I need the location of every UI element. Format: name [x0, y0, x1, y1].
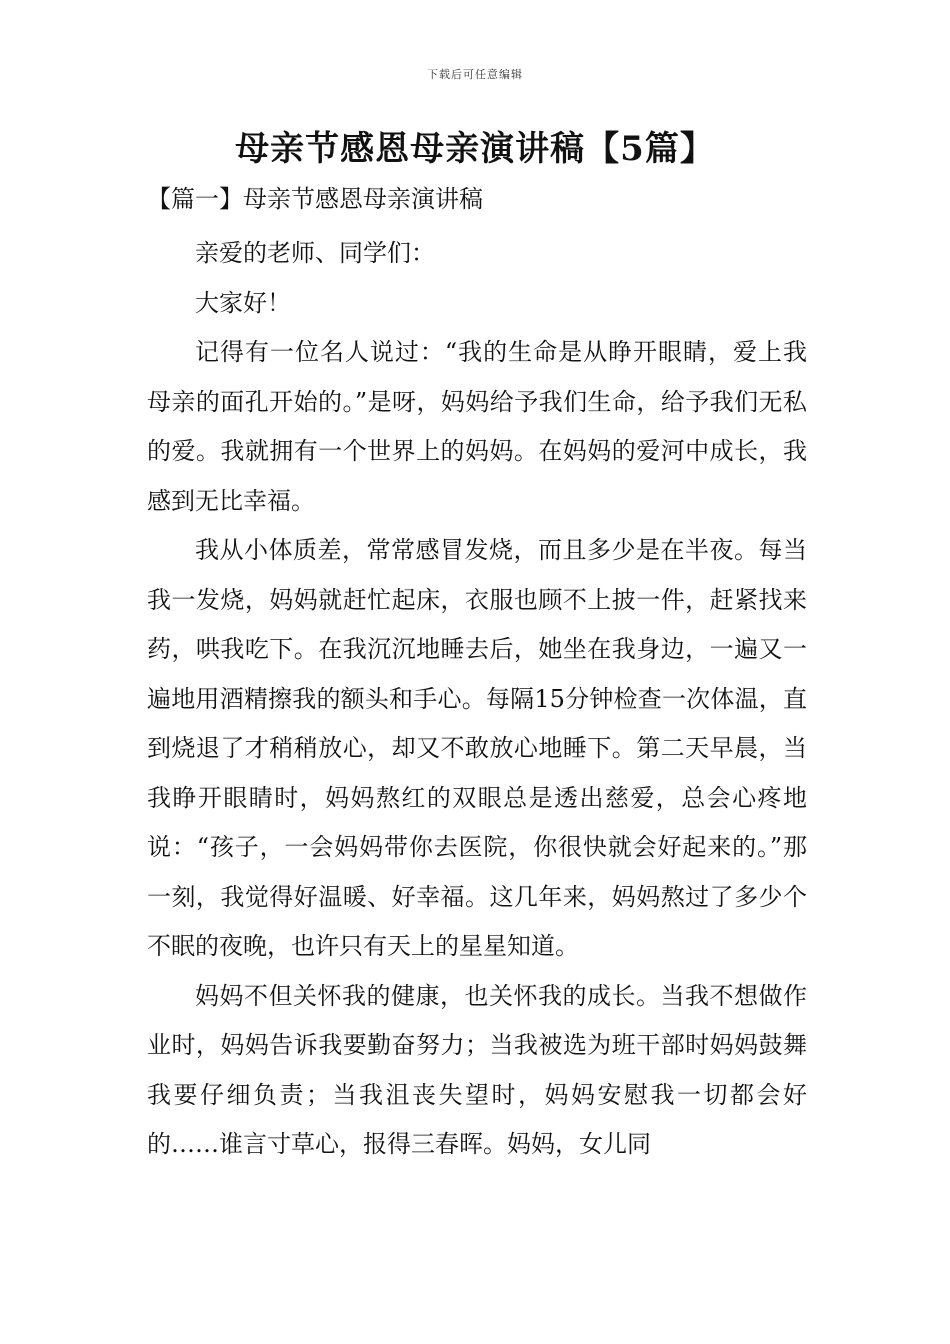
document-body	[147, 229, 807, 1170]
greeting-paragraph: 大家好！	[195, 288, 291, 317]
body-paragraph: 记得有一位名人说过：“我的生命是从睁开眼睛，爱上我母亲的面孔开始的。”是呀，妈妈给予我们生命，给予我们无私的爱。我就拥有一个世界上的妈妈。在妈妈的爱河中成长，我感到无比幸福。	[147, 338, 807, 515]
body-paragraph: 妈妈不但关怀我的健康，也关怀我的成长。当我不想做作业时，妈妈告诉我要勤奋努力；当我被选为班干部时妈妈鼓舞我要仔细负责；当我沮丧失望时，妈妈安慰我一切都会好的……谁言寸草心，报得三春晖。妈妈，女儿同	[147, 981, 807, 1158]
body-paragraph: 我从小体质差，常常感冒发烧，而且多少是在半夜。每当我一发烧，妈妈就赶忙起床，衣服也顾不上披一件，赶紧找来药，哄我吃下。在我沉沉地睡去后，她坐在我身边，一遍又一遍地用酒精擦我的额头和手心。每隔15分钟检查一次体温，直到烧退了才稍稍放心，却又不敢放心地睡下。第二天早晨，当我睁开眼睛时，妈妈熬红的双眼总是透出慈爱，总会心疼地说：“孩子，一会妈妈带你去医院，你很快就会好起来的。”那一刻，我觉得好温暖、好幸福。这几年来，妈妈熬过了多少个不眠的夜晚，也许只有天上的星星知道。	[147, 536, 807, 960]
document-title: 母亲节感恩母亲演讲稿【5篇】	[235, 129, 715, 169]
page-header-note: 下载后可任意编辑	[427, 68, 523, 81]
section-heading: 【篇一】母亲节感恩母亲演讲稿	[147, 185, 483, 213]
salutation-paragraph: 亲爱的老师、同学们：	[195, 239, 435, 267]
